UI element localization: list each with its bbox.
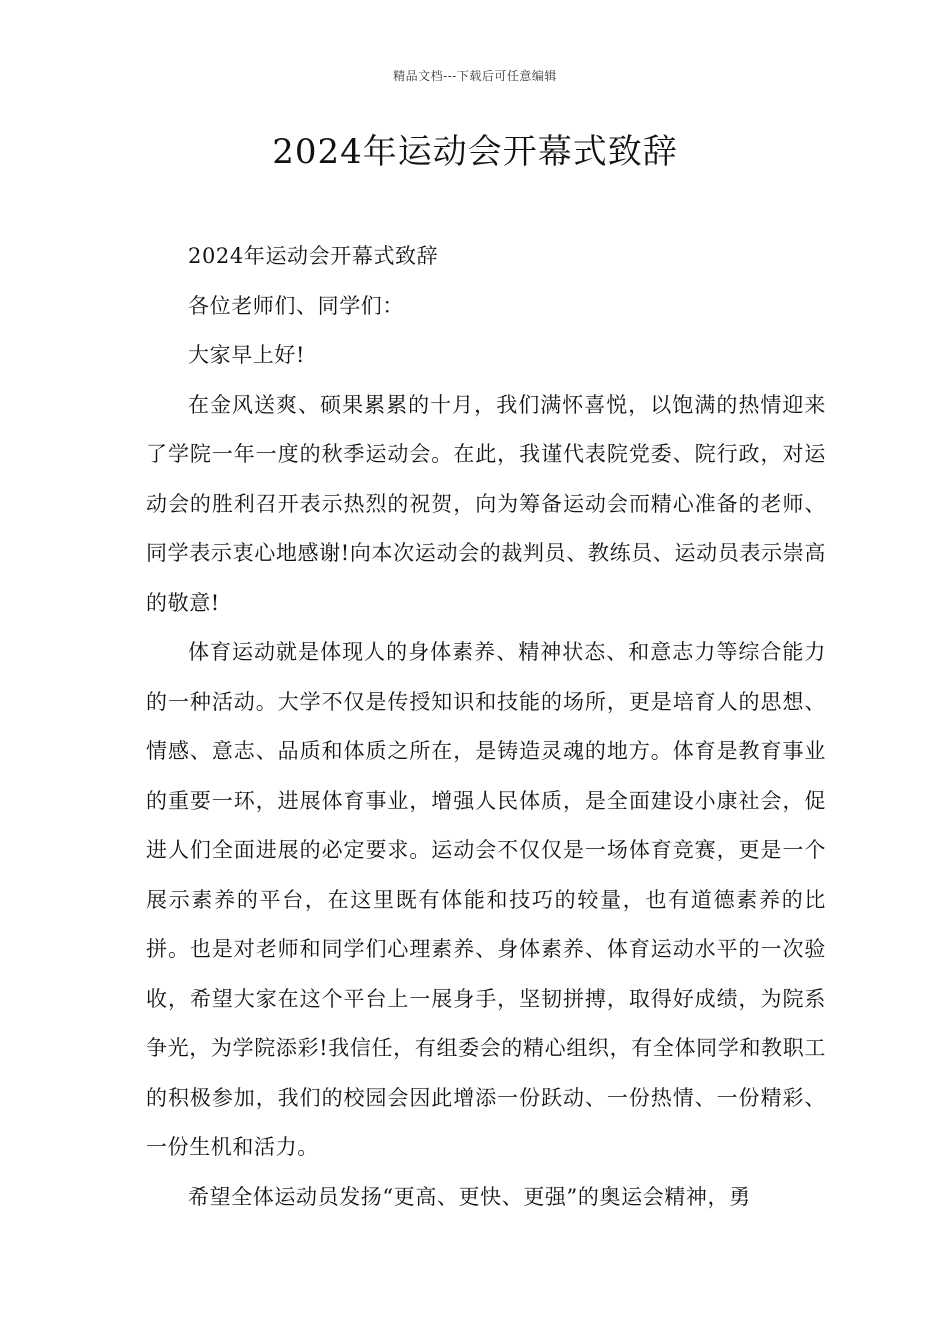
paragraph-subtitle: 2024年运动会开幕式致辞 <box>188 244 439 268</box>
paragraph-salutation: 各位老师们、同学们： <box>188 293 404 318</box>
header-note: 精品文档---下载后可任意编辑 <box>393 69 557 83</box>
paragraph-opening: 在金风送爽、硕果累累的十月，我们满怀喜悦，以饱满的热情迎来了学院一年一度的秋季运动会。在此，我谨代表院党委、院行政，对运动会的胜利召开表示热烈的祝贺，向为筹备运动会而精心准备的老师、同学表示衷心地感谢!向本次运动会的裁判员、教练员、运动员表示崇高的敬意! <box>146 392 826 615</box>
document-body <box>146 232 826 1222</box>
paragraph-athletes-hope: 希望全体运动员发扬“更高、更快、更强”的奥运会精神，勇 <box>188 1184 751 1209</box>
paragraph-sports-meaning: 体育运动就是体现人的身体素养、精神状态、和意志力等综合能力的一种活动。大学不仅是传授知识和技能的场所，更是培育人的思想、情感、意志、品质和体质之所在，是铸造灵魂的地方。体育是教育事业的重要一环，进展体育事业，增强人民体质，是全面建设小康社会，促进人们全面进展的必定要求。运动会不仅仅是一场体育竞赛，更是一个展示素养的平台，在这里既有体能和技巧的较量，也有道德素养的比拼。也是对老师和同学们心理素养、身体素养、体育运动水平的一次验收，希望大家在这个平台上一展身手，坚韧拼搏，取得好成绩，为院系争光，为学院添彩!我信任，有组委会的精心组织，有全体同学和教职工的积极参加，我们的校园会因此增添一份跃动、一份热情、一份精彩、一份生机和活力。 <box>146 640 826 1159</box>
document-title: 2024年运动会开幕式致辞 <box>272 132 678 172</box>
paragraph-greeting: 大家早上好! <box>188 343 306 367</box>
